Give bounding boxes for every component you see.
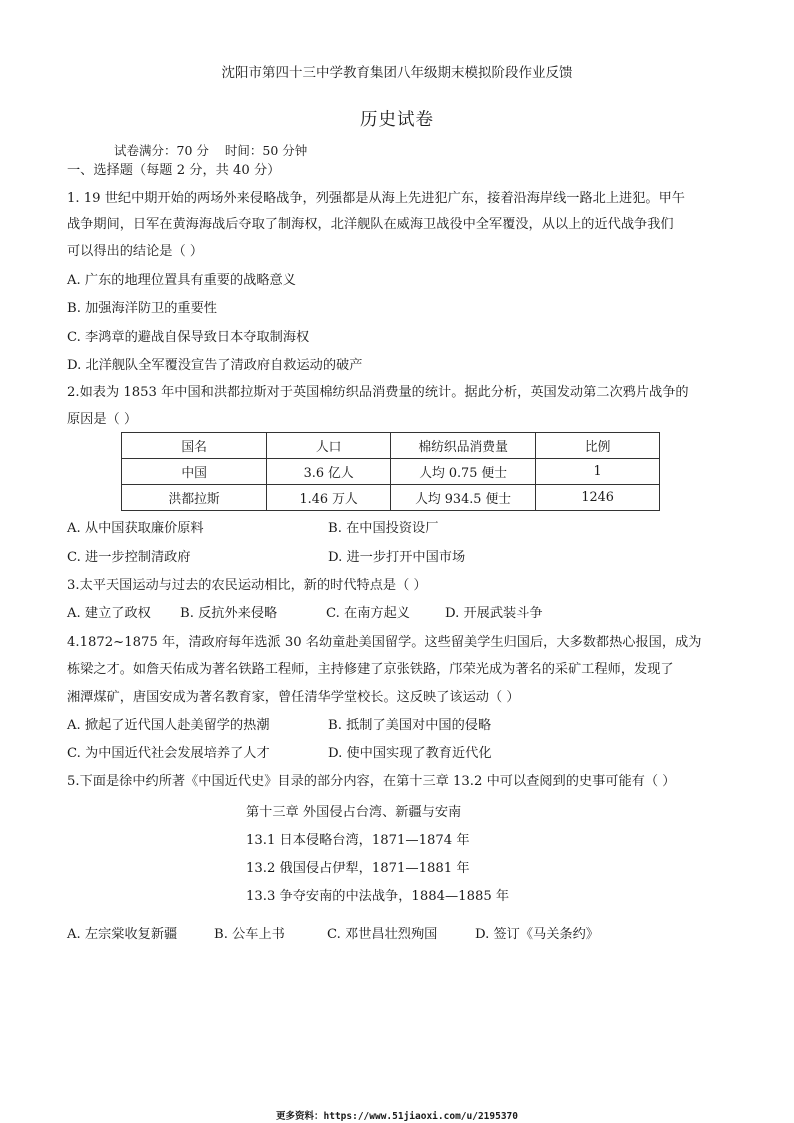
q1-stem-line-3: 可以得出的结论是（ ） <box>67 244 204 259</box>
q3-stem: 3.太平天国运动与过去的农民运动相比，新的时代特点是（ ） <box>67 578 427 593</box>
q4-stem-line-1: 4.1872~1875 年，清政府每年选派 30 名幼童赴美国留学。这些留美学生归国后，大多数都热心报国，成为 <box>67 635 702 650</box>
consumption-table <box>121 432 660 511</box>
table-header: 比例 <box>536 433 660 459</box>
table-cell: 中国 <box>122 459 267 485</box>
time-info: 时间：50 分钟 <box>224 143 308 158</box>
q2-stem-line-1: 2.如表为 1853 年中国和洪都拉斯对于英国棉纺织品消费量的统计。据此分析，英国发动第二次鸦片战争的 <box>67 385 689 400</box>
q2-option-b: B. 在中国投资设厂 <box>328 521 439 536</box>
table-header: 国名 <box>122 433 267 459</box>
q1-option-c: C. 李鸿章的避战自保导致日本夺取制海权 <box>67 330 310 345</box>
toc-item: 13.2 俄国侵占伊犁，1871—1881 年 <box>246 861 470 876</box>
footer-link[interactable]: 更多资料：https://www.51jiaoxi.com/u/2195370 <box>276 1111 518 1122</box>
q1-option-b: B. 加强海洋防卫的重要性 <box>67 301 217 316</box>
paper-title: 历史试卷 <box>360 110 434 130</box>
q1-stem-line-2: 战争期间，日军在黄海海战后夺取了制海权，北洋舰队在威海卫战役中全军覆没，从以上的近代战争我们 <box>67 217 674 232</box>
q4-option-d: D. 使中国实现了教育近代化 <box>328 746 492 761</box>
q5-stem: 5.下面是徐中约所著《中国近代史》目录的部分内容，在第十三章 13.2 中可以查阅到的史事可能有（ ） <box>67 774 676 789</box>
exam-info <box>114 141 307 159</box>
q2-option-a: A. 从中国获取廉价原料 <box>67 521 204 536</box>
q1-option-d: D. 北洋舰队全军覆没宣告了清政府自救运动的破产 <box>67 358 363 373</box>
q2-option-d: D. 进一步打开中国市场 <box>328 550 466 565</box>
toc-chapter: 第十三章 外国侵占台湾、新疆与安南 <box>246 805 462 820</box>
table-cell: 洪都拉斯 <box>122 485 267 511</box>
table-row <box>122 459 660 485</box>
table-cell: 人均 934.5 便士 <box>390 485 535 511</box>
q4-option-c: C. 为中国近代社会发展培养了人才 <box>67 746 270 761</box>
q2-stem-line-2: 原因是（ ） <box>67 412 138 427</box>
table-cell: 1246 <box>536 485 660 511</box>
toc-item: 13.1 日本侵略台湾，1871—1874 年 <box>246 833 470 848</box>
table-cell: 3.6 亿人 <box>267 459 391 485</box>
q1-option-a: A. 广东的地理位置具有重要的战略意义 <box>67 273 296 288</box>
q5-option-a: A. 左宗棠收复新疆 <box>67 927 178 942</box>
q4-stem-line-3: 湘潭煤矿，唐国安成为著名教育家，曾任清华学堂校长。这反映了该运动（ ） <box>67 690 520 705</box>
table-header-row <box>122 433 660 459</box>
school-header: 沈阳市第四十三中学教育集团八年级期末模拟阶段作业反馈 <box>221 65 573 81</box>
q5-option-d: D. 签订《马关条约》 <box>475 927 599 942</box>
q3-option-c: C. 在南方起义 <box>326 606 410 621</box>
q3-option-a: A. 建立了政权 <box>67 606 151 621</box>
q3-option-b: B. 反抗外来侵略 <box>180 606 278 621</box>
q2-option-c: C. 进一步控制清政府 <box>67 550 191 565</box>
q5-option-b: B. 公车上书 <box>214 927 285 942</box>
toc-item: 13.3 争夺安南的中法战争，1884—1885 年 <box>246 889 510 904</box>
section-heading: 一、选择题（每题 2 分，共 40 分） <box>67 163 281 178</box>
score-info: 试卷满分：70 分 <box>114 143 209 158</box>
q4-option-b: B. 抵制了美国对中国的侵略 <box>328 718 492 733</box>
table-row <box>122 485 660 511</box>
table-cell: 1.46 万人 <box>267 485 391 511</box>
table-cell: 1 <box>536 459 660 485</box>
table-header: 人口 <box>267 433 391 459</box>
q1-stem-line-1: 1. 19 世纪中期开始的两场外来侵略战争，列强都是从海上先进犯广东，接着沿海岸线一路北上进犯。甲午 <box>67 191 685 206</box>
q5-option-c: C. 邓世昌壮烈殉国 <box>327 927 438 942</box>
q4-stem-line-2: 栋梁之才。如詹天佑成为著名铁路工程师，主持修建了京张铁路，邝荣光成为著名的采矿工程师，发现了 <box>67 662 674 677</box>
table-cell: 人均 0.75 便士 <box>390 459 535 485</box>
q4-option-a: A. 掀起了近代国人赴美留学的热潮 <box>67 718 270 733</box>
q3-option-d: D. 开展武装斗争 <box>445 606 543 621</box>
table-header: 棉纺织品消费量 <box>390 433 535 459</box>
